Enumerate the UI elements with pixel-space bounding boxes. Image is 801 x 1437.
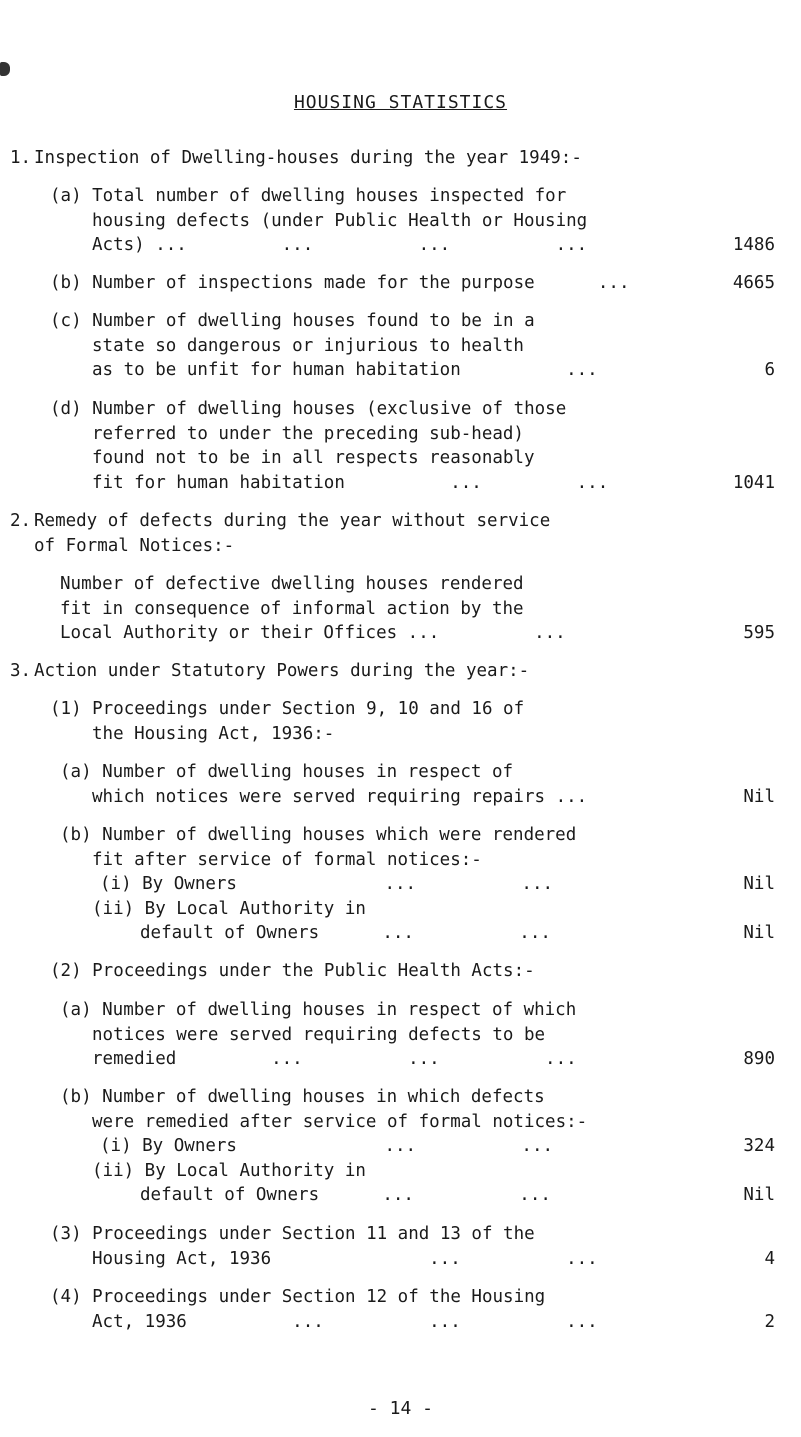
item-text: referred to under the preceding sub-head) (92, 424, 524, 444)
item-text: (a) Number of dwelling houses in respect of which (60, 1000, 577, 1020)
section-heading: Action under Statutory Powers during the year:- (34, 661, 530, 681)
item-text: (c) Number of dwelling houses found to be in a (50, 311, 535, 331)
item-value: 595 (743, 623, 775, 643)
item-text: (b) Number of dwelling houses which were rendered (60, 825, 577, 845)
item-value: Nil (743, 1185, 775, 1205)
item-text: Housing Act, 1936 ... ... (92, 1249, 598, 1269)
page-title: HOUSING STATISTICS (293, 92, 508, 113)
item-text: remedied ... ... ... (92, 1049, 577, 1069)
item-text: Acts) ... ... ... ... (92, 235, 588, 255)
item-text: state so dangerous or injurious to health (92, 336, 524, 356)
section-number: 3. (10, 661, 32, 681)
item-text: (ii) By Local Authority in (92, 899, 366, 919)
section-heading: Remedy of defects during the year without service (34, 511, 551, 531)
section-heading: Inspection of Dwelling-houses during the year 1949:- (34, 148, 582, 168)
item-text: notices were served requiring defects to be (92, 1025, 546, 1045)
item-text: fit in consequence of informal action by the (60, 599, 524, 619)
item-text: Number of defective dwelling houses rendered (60, 574, 524, 594)
item-text: found not to be in all respects reasonably (92, 448, 535, 468)
item-text: (2) Proceedings under the Public Health Acts:- (50, 961, 535, 981)
item-value: 4665 (732, 273, 775, 293)
item-text: as to be unfit for human habitation ... (92, 360, 598, 380)
item-text: were remedied after service of formal notices:- (92, 1112, 588, 1132)
item-text: fit after service of formal notices:- (92, 850, 482, 870)
item-text: (b) Number of inspections made for the purpose ... (50, 273, 630, 293)
item-value: 890 (743, 1049, 775, 1069)
section-number: 2. (10, 511, 32, 531)
page-number: - 14 - (367, 1398, 434, 1419)
item-text: the Housing Act, 1936:- (92, 724, 335, 744)
item-text: fit for human habitation ... ... (92, 473, 609, 493)
item-text: (4) Proceedings under Section 12 of the Housing (50, 1287, 546, 1307)
item-value: 6 (764, 360, 775, 380)
item-text: housing defects (under Public Health or Housing (92, 211, 588, 231)
item-text: (ii) By Local Authority in (92, 1161, 366, 1181)
item-value: Nil (743, 923, 775, 943)
item-value: 2 (764, 1312, 775, 1332)
item-text: default of Owners ... ... (140, 923, 551, 943)
section-number: 1. (10, 148, 32, 168)
item-text: (d) Number of dwelling houses (exclusive of those (50, 399, 567, 419)
item-text: which notices were served requiring repairs ... (92, 787, 588, 807)
item-text: default of Owners ... ... (140, 1185, 551, 1205)
item-value: 324 (743, 1136, 775, 1156)
item-text: (i) By Owners ... ... (100, 1136, 554, 1156)
section-heading: of Formal Notices:- (34, 536, 235, 556)
item-text: Local Authority or their Offices ... ... (60, 623, 566, 643)
scan-mark (0, 62, 10, 76)
item-text: (3) Proceedings under Section 11 and 13 of the (50, 1224, 535, 1244)
item-text: (a) Number of dwelling houses in respect of (60, 762, 514, 782)
item-value: Nil (743, 874, 775, 894)
item-text: (1) Proceedings under Section 9, 10 and 16 of (50, 699, 525, 719)
item-value: Nil (743, 787, 775, 807)
item-value: 1041 (732, 473, 775, 493)
item-text: (i) By Owners ... ... (100, 874, 554, 894)
item-value: 4 (764, 1249, 775, 1269)
item-value: 1486 (732, 235, 775, 255)
item-text: Act, 1936 ... ... ... (92, 1312, 598, 1332)
item-text: (a) Total number of dwelling houses inspected for (50, 186, 567, 206)
item-text: (b) Number of dwelling houses in which defects (60, 1087, 545, 1107)
